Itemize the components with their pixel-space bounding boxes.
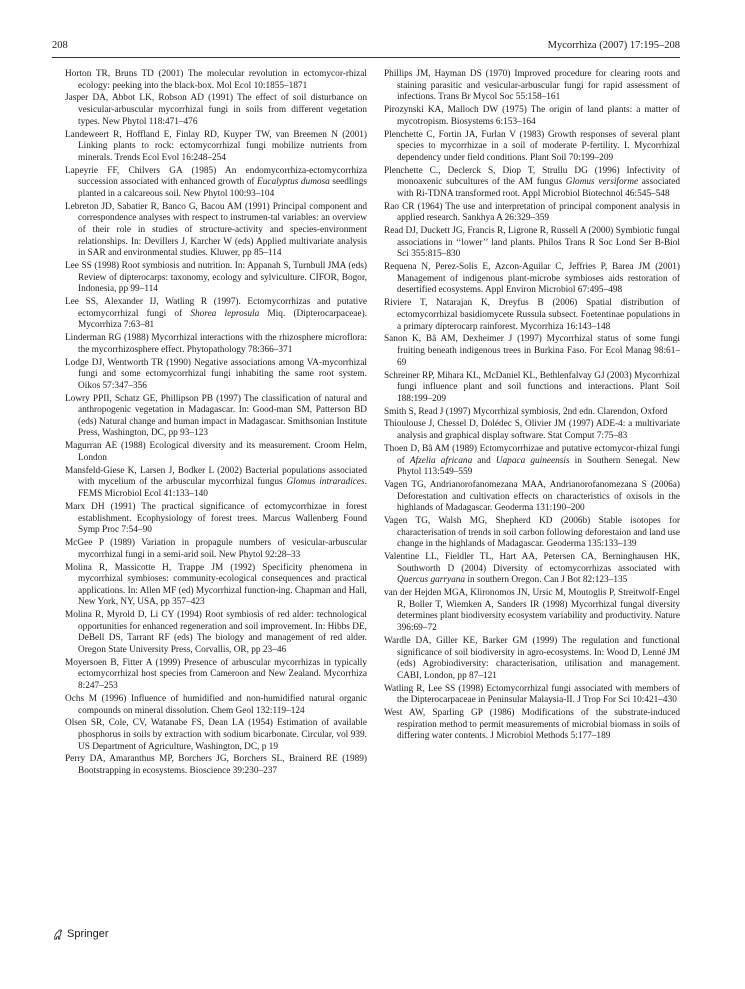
page-number: 208 xyxy=(52,40,68,51)
reference-entry: Schreiner RP, Mihara KL, McDaniel KL, Bethlenfalvay GJ (2003) Mycorrhizal fungi influence plant and soil functions and interactions. Plant Soil 188:199–209 xyxy=(384,370,680,404)
reference-entry: Marx DH (1991) The practical significance of ectomycorrhizae in forest establishment. Ecophysiology of forest trees. Marcus Wallenberg Found Symp Proc 7:54–90 xyxy=(65,501,367,536)
reference-entry: Thoen D, Bâ AM (1989) Ectomycorrhizae and putative ectomycor-rhizal fungi of Afzelia africana and Uapaca guineensis in Southern Senegal. New Phytol 113:549–559 xyxy=(384,443,680,478)
running-header xyxy=(52,40,680,56)
reference-entry: West AW, Sparling GP (1986) Modifications of the substrate-induced respiration method to permit measurements of microbial biomass in soils of differing water contents. J Microbiol Methods 5:177–189 xyxy=(384,708,680,742)
reference-entry: Vagen TG, Andrianorofanomezana MAA, Andrianorofanomezana S (2006a) Deforestation and cultivation effects on characteristics of oxisols in the highlands of Madagascar. Geoderma 131:190–200 xyxy=(384,480,680,514)
reference-entry: Lebreton JD, Sabatier R, Banco G, Bacou AM (1991) Principal component and correspondence analyses with respect to instrumen-tal variables: an overview of their role in studies of structure-activity and species-environment relationships. In: Devillers J, Karcher W (eds) Applied multivariate analysis in SAR and environmental studies. Kluwer, pp 85–114 xyxy=(65,201,367,259)
header-rule xyxy=(52,57,680,58)
reference-entry: Lodge DJ, Wentworth TR (1990) Negative associations among VA-mycorrhizal fungi and some ectomycorrhizal fungi inhabiting the same root system. Oikos 57:347–356 xyxy=(65,357,367,391)
reference-entry: van der Hejden MGA, Klironomos JN, Ursic M, Moutoglis P, Streitwolf-Engel R, Boller T, Wiemken A, Sanders IR (1998) Mycorrhizal fungal diversity determines plant biodiversity ecosystem variability and productivity. Nature 396:69–72 xyxy=(384,588,680,634)
springer-horse-icon xyxy=(52,928,65,941)
reference-entry: Riviere T, Natarajan K, Dreyfus B (2006) Spatial distribution of ectomycorrhizal basidiomycete Russula subsect. Foetentinae populations in a primary dipterocarp rainforest. Mycorrhiza 16:143–148 xyxy=(384,298,680,332)
reference-entry: Olsen SR, Cole, CV, Watanabe FS, Dean LA (1954) Estimation of available phosphorus in soils by extraction with sodium bicarbonate. Circular, vol 939. US Department of Agriculture, Washington, DC, p 19 xyxy=(65,718,367,752)
reference-entry: Mansfeld-Giese K, Larsen J, Bodker L (2002) Bacterial populations associated with mycelium of the arbuscular mycorrhizal fungus Glomus intraradices. FEMS Microbiol Ecol 41:133–140 xyxy=(65,465,367,500)
reference-entry: Smith S, Read J (1997) Mycorrhizal symbiosis, 2nd edn. Clarendon, Oxford xyxy=(384,406,668,417)
reference-entry: Pirozynski KA, Malloch DW (1975) The origin of land plants: a matter of mycotropism. Biosystems 6:153–164 xyxy=(384,105,680,127)
reference-entry: Molina R, Myrold D, Li CY (1994) Root symbiosis of red alder: technological opportunities for enhanced regeneration and soil improvement. In: Hibbs DE, DeBell DS, Tarrant RF (eds) The biology and management of red alder. Oregon State University Press, Corvallis, OR, pp 23–46 xyxy=(65,610,367,655)
reference-entry: Lapeyrie FF, Chilvers GA (1985) An endomycorrhiza-ectomycorrhiza succession associated with enhanced growth of Eucalyptus dumosa seedlings planted in a calcareous soil. New Phytol 100:93–104 xyxy=(65,165,367,199)
reference-entry: Rao CR (1964) The use and interpretation of principal component analysis in applied research. Sankhya A 26:329–359 xyxy=(384,201,680,224)
journal-citation: Mycorrhiza (2007) 17:195–208 xyxy=(547,40,680,51)
reference-entry: Magurran AE (1988) Ecological diversity and its measurement. Croom Helm, London xyxy=(65,441,367,463)
reference-entry: Sanon K, Bâ AM, Dexheimer J (1997) Mycorrhizal status of some fungi fruiting beneath indigenous trees in Burkina Faso. For Ecol Manag 98:61–69 xyxy=(384,334,680,368)
reference-entry: Watling R, Lee SS (1998) Ectomycorrhizal fungi associated with members of the Dipterocarpaceae in Peninsular Malaysia-II. J Trop For Sci 10:421–430 xyxy=(384,683,680,706)
reference-entry: Plenchette C, Fortin JA, Furlan V (1983) Growth responses of several plant species to mycorrhizae in a soil of moderate P-fertility. I. Mycorrhizal dependency under field conditions. Plant Soil 70:199–209 xyxy=(384,129,680,163)
reference-entry: Perry DA, Amaranthus MP, Borchers JG, Borchers SL, Brainerd RE (1989) Bootstrapping in ecosystems. Bioscience 39:230–237 xyxy=(65,754,367,777)
reference-entry: Moyersoen B, Fitter A (1999) Presence of arbuscular mycorrhizas in typically ectomycorrhizal host species from Cameroon and New Zealand. Mycorrhiza 8:247–253 xyxy=(65,657,367,692)
reference-entry: Horton TR, Bruns TD (2001) The molecular revolution in ectomycor-rhizal ecology: peeking into the black-box. Mol Ecol 10:1855–1871 xyxy=(65,69,367,91)
reference-entry: Molina R, Massicotte H, Trappe JM (1992) Specificity phenomena in mycorrhizal symbioses: community-ecological consequences and practical applications. In: Allen MF (ed) Mycorrhizal function-ing. Chapman and Hall, New York, NY, USA, pp 357–423 xyxy=(65,562,367,608)
reference-entry: Plenchette C., Declerck S, Diop T, Strullu DG (1996) Infectivity of monoaxenic subcultures of the AM fungus Glomus versiforme associated with Ri-TDNA transformed root. Appl Microbiol Biotechnol 46:545–548 xyxy=(384,165,681,199)
reference-entry: Lowry PPII, Schatz GE, Phillipson PB (1997) The classification of natural and anthropogenic vegetation in Madagascar. In: Good-man SM, Patterson BD (eds) Natural change and human impact in Madagascar. Smithsonian Institute Press, Washington, DC, pp 93–123 xyxy=(65,393,367,439)
references-column-left xyxy=(65,69,367,779)
reference-entry: Phillips JM, Hayman DS (1970) Improved procedure for clearing roots and staining parasitic and vesicular-arbuscular fungi for rapid assessment of infections. Trans Br Mycol Soc 55:158–161 xyxy=(384,69,680,103)
reference-entry: Valentine LL, Fieldler TL, Hart AA, Petersen CA, Berninghausen HK, Southworth D (2004) Diversity of ectomycorrhizas associated with Quercus garryana in southern Oregon. Can J Bot 82:123–135 xyxy=(384,552,680,586)
publisher-name: Springer xyxy=(67,928,109,940)
references-column-right xyxy=(384,69,680,744)
reference-entry: Wardle DA, Giller KE, Barker GM (1999) The regulation and functional significance of soil biodiversity in agro-ecosystems. In: Wood D, Lenné JM (eds) Agrobiodiversity: characterisation, utilisation and management. CABI, London, pp 87–121 xyxy=(384,635,680,681)
reference-entry: Lee SS (1998) Root symbiosis and nutrition. In: Appanah S, Turnbull JMA (eds) Review of dipterocarps: taxonomy, ecology and sylviculture. CIFOR, Bogor, Indonesia, pp 99–114 xyxy=(65,260,367,295)
reference-entry: Jasper DA, Abbot LK, Robson AD (1991) The effect of soil disturbance on vesicular-arbuscular mycorrhizal fungi in soils from different vegetation types. New Phytol 118:471–476 xyxy=(65,93,367,127)
reference-entry: McGee P (1989) Variation in propagule numbers of vesicular-arbuscular mycorrhizal fungi in a semi-arid soil. New Phytol 92:28–33 xyxy=(65,538,367,560)
reference-entry: Ochs M (1996) Influence of humidified and non-humidified natural organic compounds on mineral dissolution. Chem Geol 132:119–124 xyxy=(65,693,367,716)
reference-entry: Landeweert R, Hoffland E, Finlay RD, Kuyper TW, van Breemen N (2001) Linking plants to rock: ectomycorrhizal fungi mobilize nutrients from minerals. Trends Ecol Evol 16:248–254 xyxy=(65,129,367,163)
reference-entry: Linderman RG (1988) Mycorrhizal interactions with the rhizosphere microflora: the mycorrhizosphere effect. Phytopathology 78:366–371 xyxy=(65,333,367,355)
reference-entry: Vagen TG, Walsh MG, Shepherd KD (2006b) Stable isotopes for characterisation of trends in soil carbon following deforestaion and land use change in the highlands of Madagascar. Geoderma 135:133–139 xyxy=(384,516,680,550)
reference-entry: Lee SS, Alexander IJ, Watling R (1997). Ectomycorrhizas and putative ectomycorrhizal fungi of Shorea leprosula Miq. (Dipterocarpaceae). Mycorrhiza 7:63–81 xyxy=(65,297,367,331)
reference-entry: Thioulouse J, Chessel D, Dolédec S, Olivier JM (1997) ADE-4: a multivariate analysis and graphical display software. Stat Comput 7:75–83 xyxy=(384,419,680,442)
reference-entry: Requena N, Perez-Solis E, Azcon-Aguilar C, Jeffries P, Barea JM (2001) Management of indigenous plant-microbe symbioses aids restoration of desertified ecosystems. Appl Environ Microbiol 67:495–498 xyxy=(384,262,680,296)
publisher-footer xyxy=(52,925,109,943)
reference-entry: Read DJ, Duckett JG, Francis R, Ligrone R, Russell A (2000) Symbiotic fungal associations in ‘‘lower’’ land plants. Philos Trans R Soc Lond Ser B-Biol Sci 355:815–830 xyxy=(384,226,680,260)
